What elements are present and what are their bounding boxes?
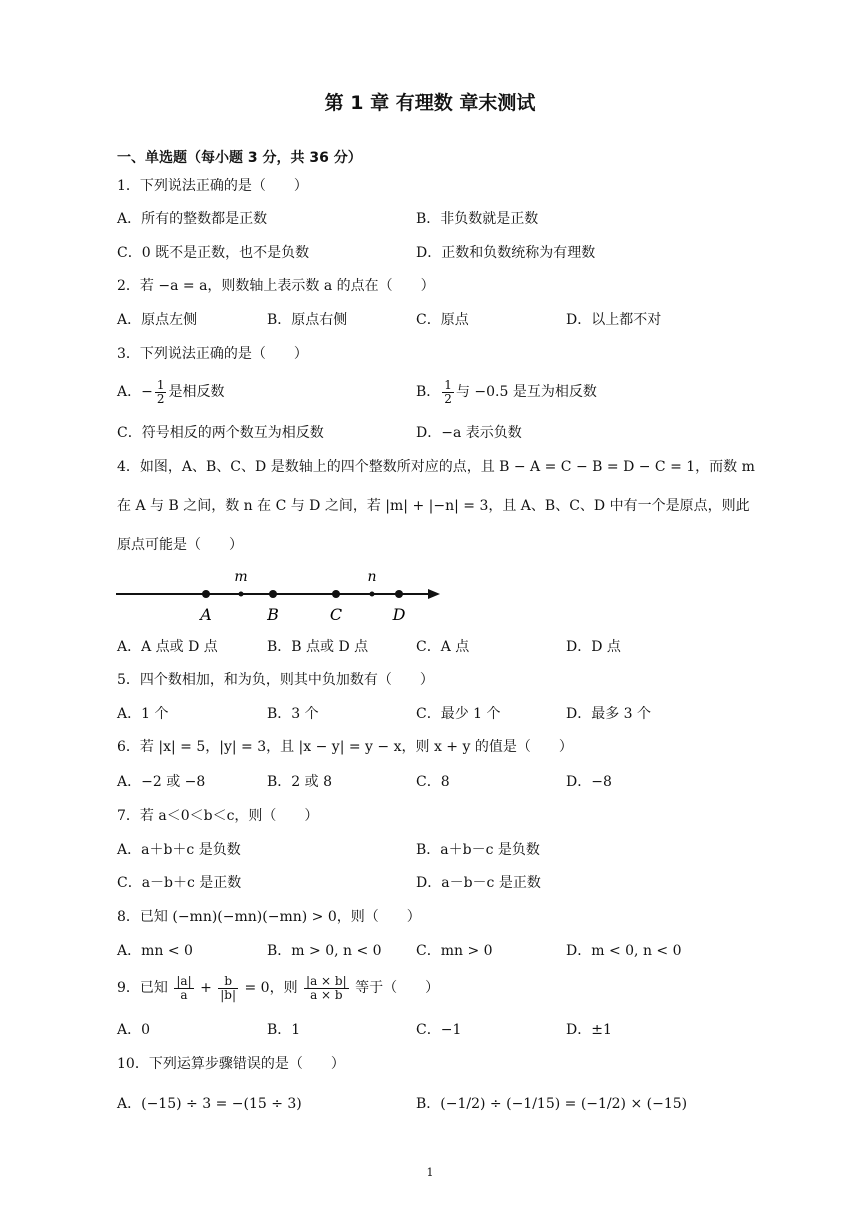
q5-option-c[interactable]: C．最少 1 个: [416, 706, 501, 722]
q1-option-d[interactable]: D．正数和负数统称为有理数: [416, 245, 596, 261]
q9-middle: = 0，则: [244, 980, 298, 996]
q7-option-b[interactable]: B．a＋b－c 是负数: [416, 842, 540, 858]
q8-option-c[interactable]: C．mn > 0: [416, 943, 493, 959]
q8-option-d[interactable]: D．m < 0, n < 0: [566, 943, 682, 959]
fraction-abs-ab-over-ab: $\frac{|a \times b|}{a \times b}$: [306, 973, 347, 1002]
label-d: D: [392, 605, 406, 624]
fraction: $\frac{1}{2}$: [444, 377, 452, 406]
q8-stem: 8．已知 (−mn)(−mn)(−mn) > 0，则（ ）: [117, 909, 421, 925]
q9-option-c[interactable]: C．−1: [416, 1022, 462, 1038]
q2-option-d[interactable]: D．以上都不对: [566, 312, 662, 328]
q5-stem: 5．四个数相加，和为负，则其中负加数有（ ）: [117, 672, 434, 688]
q3-a-prefix: A．−: [117, 384, 153, 400]
q10-option-a[interactable]: A．(−15) ÷ 3 = −(15 ÷ 3): [117, 1096, 302, 1112]
axis-arrow: [428, 589, 440, 599]
label-c: C: [329, 605, 343, 624]
q7-option-c[interactable]: C．a－b＋c 是正数: [117, 875, 242, 891]
q9-suffix: 等于（ ）: [355, 980, 440, 996]
q7-option-d[interactable]: D．a－b－c 是正数: [416, 875, 541, 891]
q3-a-suffix: 是相反数: [168, 384, 225, 400]
q10-stem: 10．下列运算步骤错误的是（ ）: [117, 1056, 345, 1072]
label-m: m: [234, 569, 248, 585]
q8-option-a[interactable]: A．mn < 0: [117, 943, 193, 959]
q4-option-d[interactable]: D．D 点: [566, 639, 621, 655]
q1-option-a[interactable]: A．所有的整数都是正数: [117, 211, 268, 227]
q3-b-prefix: B．: [416, 384, 441, 400]
point-a: [202, 590, 210, 598]
number-line-figure: [110, 565, 450, 630]
q2-stem: 2．若 −a = a，则数轴上表示数 a 的点在（ ）: [117, 278, 435, 294]
label-b: B: [267, 605, 279, 624]
point-m: [239, 592, 244, 597]
q7-stem: 7．若 a＜0＜b＜c，则（ ）: [117, 808, 319, 824]
q2-option-a[interactable]: A．原点左侧: [117, 312, 198, 328]
q6-option-b[interactable]: B．2 或 8: [267, 774, 333, 790]
point-d: [395, 590, 403, 598]
q9-option-a[interactable]: A．0: [117, 1022, 151, 1038]
q5-option-a[interactable]: A．1 个: [117, 706, 169, 722]
q4-stem-line2: 在 A 与 B 之间，数 n 在 C 与 D 之间，若 |m| + |−n| = 3，且 A、B、C、D 中有一个是原点，则此: [117, 498, 750, 514]
q6-stem: 6．若 |x| = 5，|y| = 3，且 |x − y| = y − x，则 x + y 的值是（ ）: [117, 739, 573, 755]
q1-stem: 1．下列说法正确的是（ ）: [117, 178, 308, 194]
q5-option-b[interactable]: B．3 个: [267, 706, 319, 722]
section-heading: 一、单选题（每小题 3 分，共 36 分）: [117, 150, 362, 166]
q9-option-b[interactable]: B．1: [267, 1022, 301, 1038]
q9-option-d[interactable]: D．±1: [566, 1022, 612, 1038]
q5-option-d[interactable]: D．最多 3 个: [566, 706, 652, 722]
q6-option-a[interactable]: A．−2 或 −8: [117, 774, 206, 790]
plus-sign: +: [200, 980, 212, 996]
q3-option-d[interactable]: D．−a 表示负数: [416, 425, 522, 441]
q6-option-c[interactable]: C．8: [416, 774, 450, 790]
label-a: A: [200, 605, 212, 624]
q10-option-b[interactable]: B．(−1/2) ÷ (−1/15) = (−1/2) × (−15): [416, 1096, 688, 1112]
q9-prefix: 9．已知: [117, 980, 168, 996]
page-title: 第 1 章 有理数 章末测试: [324, 92, 536, 114]
fraction-b-over-abs-b: $\frac{b}{|b|}$: [220, 973, 237, 1002]
fraction: $\frac{1}{2}$: [156, 377, 165, 406]
q6-option-d[interactable]: D．−8: [566, 774, 612, 790]
q4-option-c[interactable]: C．A 点: [416, 639, 470, 655]
q2-option-c[interactable]: C．原点: [416, 312, 469, 328]
q3-stem: 3．下列说法正确的是（ ）: [117, 346, 308, 362]
q1-option-c[interactable]: C．0 既不是正数，也不是负数: [117, 245, 310, 261]
page-number: 1: [426, 1166, 434, 1179]
point-n: [370, 592, 375, 597]
q4-stem-line3: 原点可能是（ ）: [117, 537, 243, 553]
q4-stem-line1: 4．如图，A、B、C、D 是数轴上的四个整数所对应的点，且 B − A = C − B = D − C = 1，而数 m: [117, 459, 755, 475]
q3-option-c[interactable]: C．符号相反的两个数互为相反数: [117, 425, 324, 441]
q9-stem: [117, 972, 439, 1004]
q3-option-a[interactable]: [117, 378, 224, 406]
q3-option-b[interactable]: [416, 378, 597, 406]
q3-b-suffix: 与 −0.5 是互为相反数: [455, 384, 597, 400]
q2-option-b[interactable]: B．原点右侧: [267, 312, 348, 328]
q4-option-a[interactable]: A．A 点或 D 点: [117, 639, 218, 655]
point-c: [332, 590, 340, 598]
label-n: n: [367, 569, 377, 585]
fraction-abs-a-over-a: $\frac{|a|}{a}$: [176, 973, 192, 1002]
point-b: [269, 590, 277, 598]
q1-option-b[interactable]: B．非负数就是正数: [416, 211, 539, 227]
q8-option-b[interactable]: B．m > 0, n < 0: [267, 943, 382, 959]
q7-option-a[interactable]: A．a＋b＋c 是负数: [117, 842, 241, 858]
q4-option-b[interactable]: B．B 点或 D 点: [267, 639, 369, 655]
